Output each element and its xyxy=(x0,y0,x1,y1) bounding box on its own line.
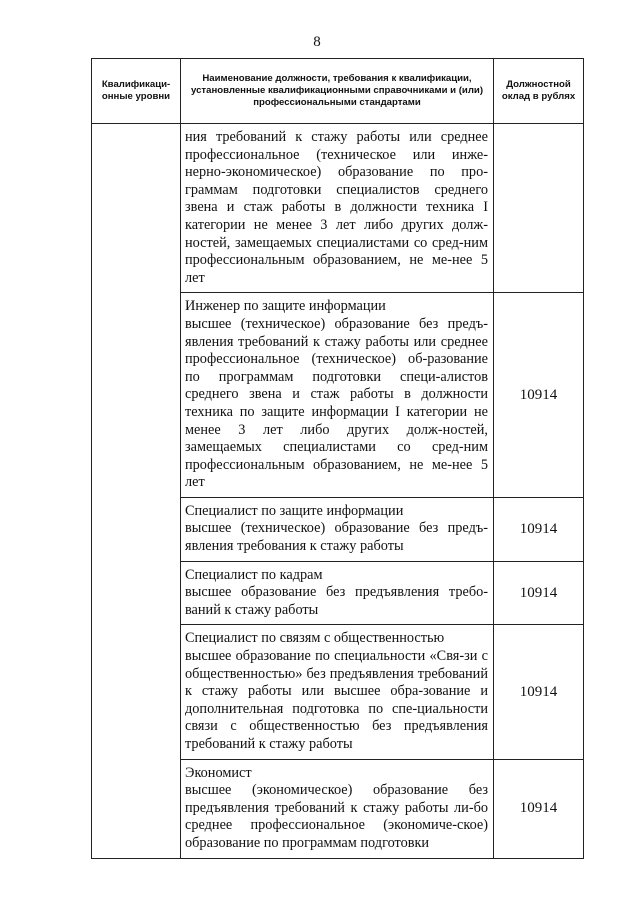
position-cell xyxy=(181,561,494,625)
salary-cell: 10914 xyxy=(494,561,584,625)
requirements-text: высшее (техническое) образование без предъ-явления требования к стажу работы xyxy=(185,520,488,555)
salary-cell: 10914 xyxy=(494,625,584,759)
position-title: Экономист xyxy=(185,764,252,781)
salary-cell: 10914 xyxy=(494,759,584,858)
requirements-text: высшее (техническое) образование без предъ-явления требований к стажу работы или среднее профессиональное (техническое) об-разование по программам подготовки специ-алистов среднего звена и стаж работы в должности техника по защите информации I категории не менее 3 лет либо других долж-ностей, замещаемых специалистами со сред-ним профессиональным образованием, не ме-нее 5 лет xyxy=(185,315,488,491)
table-header-row xyxy=(92,59,584,124)
position-title: Специалист по связям с общественностью xyxy=(185,630,445,647)
header-salary: Должностной оклад в рублях xyxy=(494,59,584,124)
page-number: 8 xyxy=(313,34,321,50)
salary-cell: 10914 xyxy=(494,293,584,498)
qualification-table xyxy=(91,58,584,859)
position-cell xyxy=(181,759,494,858)
position-cell xyxy=(181,293,494,498)
position-cell xyxy=(181,497,494,561)
position-cell xyxy=(181,625,494,759)
requirements-text: высшее (экономическое) образование без предъявления требований к стажу работы ли-бо среднее профессиональное (экономиче-ское) образование по программам подготовки xyxy=(185,782,488,851)
header-qualification-levels: Квалификаци-онные уровни xyxy=(92,59,181,124)
position-title: Инженер по защите информации xyxy=(185,298,386,315)
position-title: Специалист по кадрам xyxy=(185,566,323,583)
requirements-text: ния требований к стажу работы или среднее профессиональное (техническое или инже-нерно-экономическое) образование по про-граммам подготовки специалистов среднего звена и стаж работы в должности техника I категории не менее 3 лет либо других долж-ностей, замещаемых специалистами со сред-ним профессиональным образованием, не ме-нее 5 лет xyxy=(185,129,488,286)
position-cell xyxy=(181,124,494,293)
qualification-level-cell xyxy=(92,124,181,859)
table-row xyxy=(92,124,584,293)
salary-cell xyxy=(494,124,584,293)
header-position-requirements: Наименование должности, требования к квалификации, установленные квалификационными справочниками и (или) профессиональными стандартами xyxy=(181,59,494,124)
position-title: Специалист по защите информации xyxy=(185,502,404,519)
salary-cell: 10914 xyxy=(494,497,584,561)
requirements-text: высшее образование по специальности «Свя-зи с общественностью» без предъявления требований к стажу работы или высшее обра-зование и дополнительная подготовка по спе-циальности связи с общественностью без предъявления требований к стажу работы xyxy=(185,648,488,752)
requirements-text: высшее образование без предъявления требо-ваний к стажу работы xyxy=(185,584,488,618)
